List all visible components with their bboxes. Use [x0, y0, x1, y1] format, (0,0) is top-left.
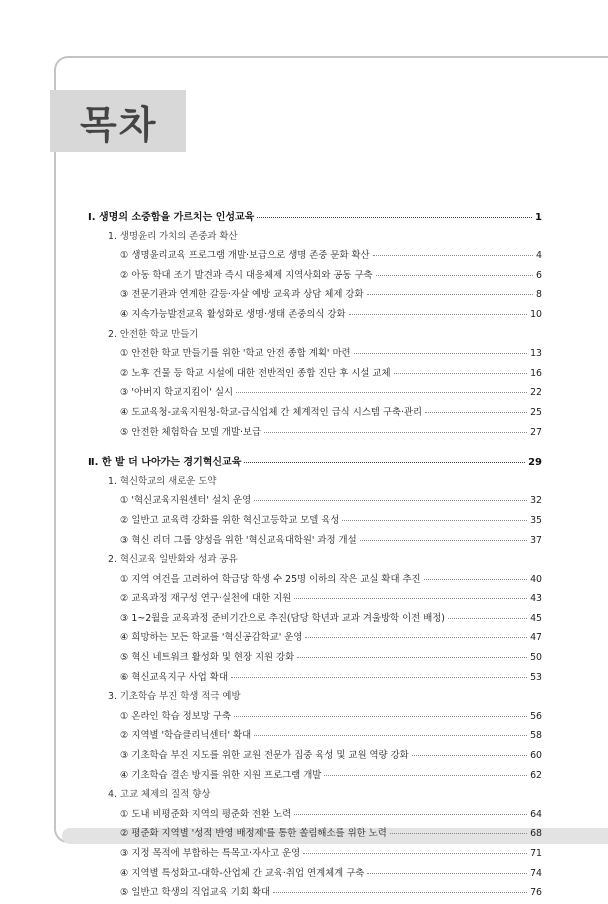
toc-item[interactable]	[88, 845, 542, 865]
title-block	[50, 90, 186, 152]
toc-item-title: ② 아동 학대 조기 발견과 즉시 대응체제 지역사회와 공동 구축	[120, 269, 373, 281]
leader-dots	[342, 520, 527, 521]
toc-item[interactable]	[88, 727, 542, 747]
toc-item-page: 43	[530, 593, 542, 605]
toc-item-title: ③ 기초학습 부진 지도를 위한 교원 전문가 집중 육성 및 교원 역량 강화	[120, 750, 409, 762]
toc-section-title: 2. 안전한 학교 만들기	[108, 328, 199, 340]
toc-item-title: ② 평준화 지역별 '성적 반영 배정제'를 통한 쏠림해소를 위한 노력	[120, 828, 387, 840]
toc-part-2[interactable]	[88, 453, 542, 473]
toc-item-page: 25	[530, 406, 542, 418]
toc-item-title: ② 지역별 '학습클리닉센터' 확대	[120, 730, 252, 742]
leader-dots	[412, 755, 527, 756]
toc-item-page: 53	[530, 671, 542, 683]
toc-item-title: ① 안전한 학교 만들기를 위한 '학교 안전 종합 계획' 마련	[120, 348, 351, 360]
leader-dots	[294, 814, 527, 815]
toc-item-title: ⑤ 혁신 네트워크 활성화 및 현장 지원 강화	[120, 652, 295, 664]
toc-item-page: 45	[530, 612, 542, 624]
leader-dots	[297, 657, 527, 658]
toc-section[interactable]	[88, 688, 542, 708]
toc-section[interactable]	[88, 551, 542, 571]
toc-item[interactable]	[88, 286, 542, 306]
toc-item-page: 37	[530, 534, 542, 546]
leader-dots	[244, 462, 525, 463]
page-title: 목차	[80, 103, 158, 147]
toc-item[interactable]	[88, 365, 542, 385]
toc-item-page: 58	[530, 730, 542, 742]
leader-dots	[376, 275, 533, 276]
toc-item-page: 68	[530, 828, 542, 840]
toc-item[interactable]	[88, 806, 542, 826]
toc-item-title: ③ '아버지 학교지킴이' 실시	[120, 387, 234, 399]
toc-item-page: 76	[530, 887, 542, 899]
toc-item-page: 10	[530, 308, 542, 320]
leader-dots	[324, 775, 527, 776]
toc-item[interactable]	[88, 532, 542, 552]
toc-item[interactable]	[88, 865, 542, 885]
leader-dots	[354, 353, 528, 354]
toc-item-title: ② 노후 건물 등 학교 시설에 대한 전반적인 종합 진단 후 시설 교체	[120, 367, 391, 379]
toc-part-1[interactable]	[88, 208, 542, 228]
leader-dots	[394, 373, 527, 374]
toc-item-title: ③ 혁신 리더 그룹 양성을 위한 '혁신교육대학원' 과정 개설	[120, 534, 357, 546]
toc-section[interactable]	[88, 228, 542, 248]
toc-part-1-page: 1	[535, 212, 542, 223]
leader-dots	[349, 314, 528, 315]
leader-dots	[305, 637, 527, 638]
toc-item-title: ① 생명윤리교육 프로그램 개발·보급으로 생명 존중 문화 확산	[120, 250, 370, 262]
toc-item-page: 74	[530, 867, 542, 879]
toc-item-page: 13	[530, 348, 542, 360]
toc-item-title: ⑤ 일반고 학생의 직업교육 기회 확대	[120, 887, 271, 899]
leader-dots	[236, 392, 527, 393]
leader-dots	[257, 217, 532, 218]
toc-item[interactable]	[88, 571, 542, 591]
toc-item-page: 40	[530, 573, 542, 585]
toc-item[interactable]	[88, 747, 542, 767]
toc-item[interactable]	[88, 384, 542, 404]
leader-dots	[367, 294, 534, 295]
toc-item-title: ④ 지속가능발전교육 활성화로 생명·생태 존중의식 강화	[120, 308, 346, 320]
toc-item-title: ④ 도교육청-교육지원청-학교-급식업체 간 체계적인 급식 시스템 구축·관리	[120, 406, 423, 418]
toc-item-title: ② 일반고 교육력 강화를 위한 혁신고등학교 모델 육성	[120, 514, 340, 526]
toc-section[interactable]	[88, 326, 542, 346]
leader-dots	[254, 735, 527, 736]
toc-item-title: ⑥ 혁신교육지구 사업 확대	[120, 671, 228, 683]
toc-part-2-title: Ⅱ. 한 발 더 나아가는 경기혁신교육	[88, 457, 242, 469]
toc-item-title: ① 도내 비평준화 지역의 평준화 전환 노력	[120, 808, 292, 820]
toc-item[interactable]	[88, 492, 542, 512]
leader-dots	[273, 892, 527, 893]
table-of-contents	[88, 208, 542, 904]
toc-item[interactable]	[88, 884, 542, 904]
toc-item-page: 4	[536, 250, 542, 262]
toc-item-title: ① 지역 여건을 고려하여 학급당 학생 수 25명 이하의 작은 교실 확대 추진	[120, 573, 421, 585]
toc-section-title: 1. 혁신학교의 새로운 도약	[108, 475, 217, 487]
toc-item[interactable]	[88, 404, 542, 424]
toc-item[interactable]	[88, 708, 542, 728]
toc-item[interactable]	[88, 610, 542, 630]
leader-dots	[360, 540, 527, 541]
toc-item-page: 35	[530, 514, 542, 526]
toc-item[interactable]	[88, 767, 542, 787]
toc-item[interactable]	[88, 629, 542, 649]
toc-item[interactable]	[88, 649, 542, 669]
toc-item-title: ④ 기초학습 결손 방지를 위한 지원 프로그램 개발	[120, 769, 322, 781]
toc-item-title: ③ 전문기관과 연계한 갈등·자살 예방 교육과 상담 체제 강화	[120, 289, 364, 301]
part-gap	[88, 443, 542, 453]
toc-item-page: 47	[530, 632, 542, 644]
leader-dots	[367, 873, 527, 874]
toc-section-title: 2. 혁신교육 일반화와 성과 공유	[108, 554, 238, 566]
toc-item-page: 22	[530, 387, 542, 399]
toc-item-title: ① '혁신교육지원센터' 설치 운영	[120, 495, 252, 507]
toc-item-page: 8	[536, 289, 542, 301]
toc-item-page: 27	[530, 426, 542, 438]
toc-item-title: ② 교육과정 재구성 연구·실천에 대한 지원	[120, 593, 292, 605]
toc-item-page: 6	[536, 269, 542, 281]
toc-item-page: 50	[530, 652, 542, 664]
leader-dots	[448, 618, 527, 619]
toc-item[interactable]	[88, 669, 542, 689]
toc-item-page: 16	[530, 367, 542, 379]
leader-dots	[390, 833, 527, 834]
toc-item-page: 64	[530, 808, 542, 820]
toc-item-page: 62	[530, 769, 542, 781]
toc-item-title: ⑤ 안전한 체험학습 모델 개발·보급	[120, 426, 262, 438]
leader-dots	[294, 598, 527, 599]
toc-item[interactable]	[88, 247, 542, 267]
leader-dots	[425, 412, 527, 413]
toc-item-page: 60	[530, 750, 542, 762]
toc-item[interactable]	[88, 345, 542, 365]
toc-item-title: ① 온라인 학습 정보망 구축	[120, 710, 231, 722]
toc-part-1-title: Ⅰ. 생명의 소중함을 가르치는 인성교육	[88, 212, 255, 223]
toc-item[interactable]	[88, 512, 542, 532]
toc-item[interactable]	[88, 424, 542, 444]
toc-section-title: 1. 생명윤리 가치의 존중과 확산	[108, 230, 238, 242]
toc-item-title: ④ 희망하는 모든 학교를 '혁신공감학교' 운영	[120, 632, 303, 644]
toc-item-title: ③ 지정 목적에 부합하는 특목고·자사고 운영	[120, 848, 301, 859]
leader-dots	[234, 716, 527, 717]
toc-item-page: 56	[530, 710, 542, 722]
toc-item-page: 32	[530, 495, 542, 507]
toc-item-page: 71	[530, 848, 542, 859]
leader-dots	[303, 853, 527, 854]
leader-dots	[264, 432, 527, 433]
toc-part-2-page: 29	[528, 457, 542, 469]
leader-dots	[254, 500, 527, 501]
leader-dots	[424, 579, 527, 580]
toc-section[interactable]	[88, 473, 542, 493]
toc-item-title: ④ 지역별 특성화고-대학-산업체 간 교육·취업 연계체계 구축	[120, 867, 365, 879]
toc-item-title: ③ 1~2월을 교육과정 준비기간으로 추진(담당 학년과 교과 겨울방학 이전 배정)	[120, 612, 445, 624]
leader-dots	[373, 255, 533, 256]
toc-item[interactable]	[88, 825, 542, 845]
toc-section-title: 4. 고교 체제의 질적 향상	[108, 789, 211, 801]
leader-dots	[231, 677, 527, 678]
toc-item[interactable]	[88, 267, 542, 287]
toc-section[interactable]	[88, 786, 542, 806]
toc-item[interactable]	[88, 306, 542, 326]
toc-section-title: 3. 기초학습 부진 학생 적극 예방	[108, 691, 241, 703]
toc-item[interactable]	[88, 590, 542, 610]
